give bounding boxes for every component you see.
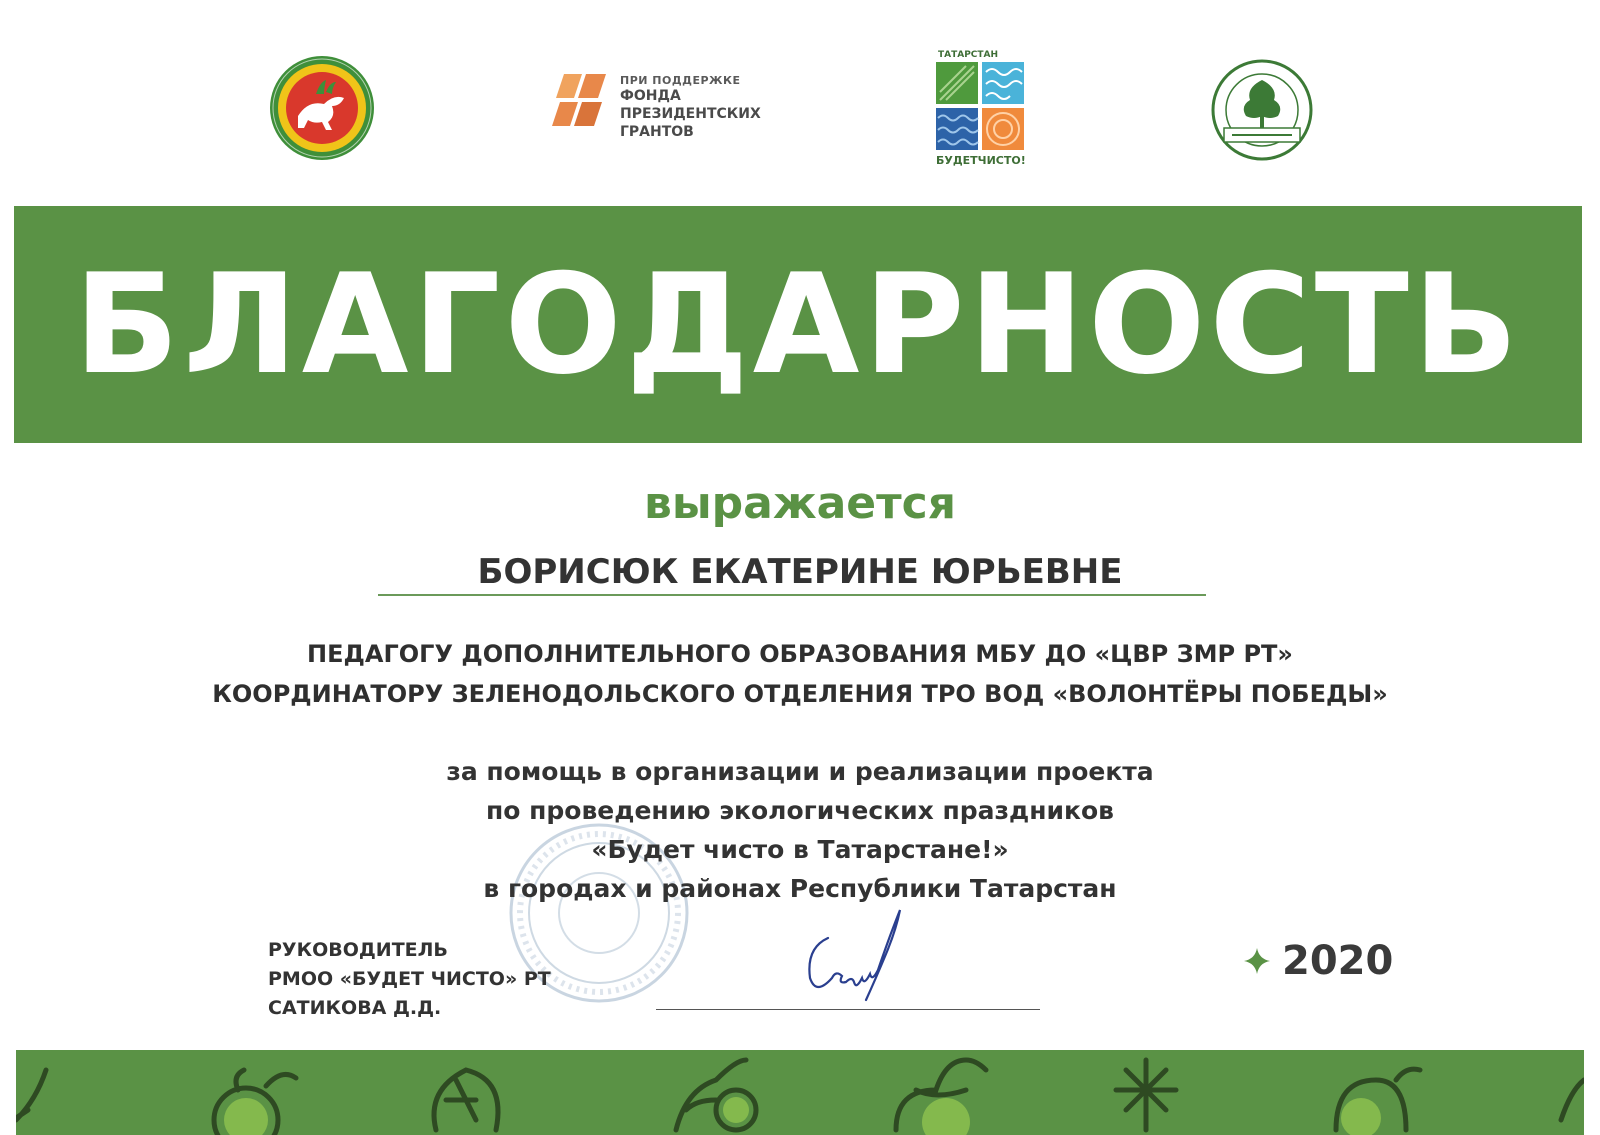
reason-line-4: в городах и районах Республики Татарстан — [483, 874, 1117, 903]
budet-bottom-text: БУДЕТЧИСТО! — [936, 154, 1026, 167]
year-text: 2020 — [1282, 938, 1394, 984]
presidential-grants-icon — [552, 72, 614, 132]
position-line-2: КООРДИНАТОРУ ЗЕЛЕНОДОЛЬСКОГО ОТДЕЛЕНИЯ ТРО ВОД «ВОЛОНТЁРЫ ПОБЕДЫ» — [212, 680, 1388, 708]
reason-line-1: за помощь в организации и реализации проекта — [446, 757, 1154, 786]
signer-title: РУКОВОДИТЕЛЬ — [268, 939, 448, 961]
handwritten-signature — [798, 908, 928, 1008]
reason-line-3: «Будет чисто в Татарстане!» — [591, 835, 1009, 864]
logos-row — [0, 50, 1600, 170]
signer-organization: РМОО «БУДЕТ ЧИСТО» РТ — [268, 968, 551, 990]
reason-text — [0, 752, 1600, 908]
fund-name-line2: ПРЕЗИДЕНТСКИХ — [620, 106, 761, 122]
title-banner — [14, 206, 1582, 443]
signature-line — [656, 1009, 1040, 1010]
year-block — [1244, 938, 1393, 984]
recipient-name: БОРИСЮК ЕКАТЕРИНЕ ЮРЬЕВНЕ — [477, 552, 1123, 592]
signer-name: САТИКОВА Д.Д. — [268, 997, 442, 1019]
budet-chisto-logo-icon — [936, 62, 1026, 152]
fund-support-label: ПРИ ПОДДЕРЖКЕ — [620, 74, 741, 87]
signer-block — [268, 936, 551, 1023]
recipient-position — [0, 634, 1600, 714]
reason-line-2: по проведению экологических праздников — [485, 796, 1114, 825]
fund-name-line3: ГРАНТОВ — [620, 124, 694, 140]
recipient-underline — [378, 594, 1206, 596]
position-line-1: ПЕДАГОГУ ДОПОЛНИТЕЛЬНОГО ОБРАЗОВАНИЯ МБУ ДО «ЦВР ЗМР РТ» — [307, 640, 1293, 668]
document-title: БЛАГОДАРНОСТЬ — [73, 243, 1523, 405]
tatarstan-emblem-icon — [268, 54, 376, 162]
budet-chisto-logo — [936, 50, 1032, 167]
budet-top-text: ТАТАРСТАН — [938, 50, 999, 60]
presidential-grants-logo — [552, 68, 782, 158]
fund-name-line1: ФОНДА — [620, 88, 681, 104]
ministry-ecology-tree-icon — [1210, 58, 1314, 162]
sparkle-icon — [1244, 948, 1270, 974]
decorative-footer-band — [16, 1050, 1584, 1135]
expressed-label: выражается — [644, 478, 956, 529]
